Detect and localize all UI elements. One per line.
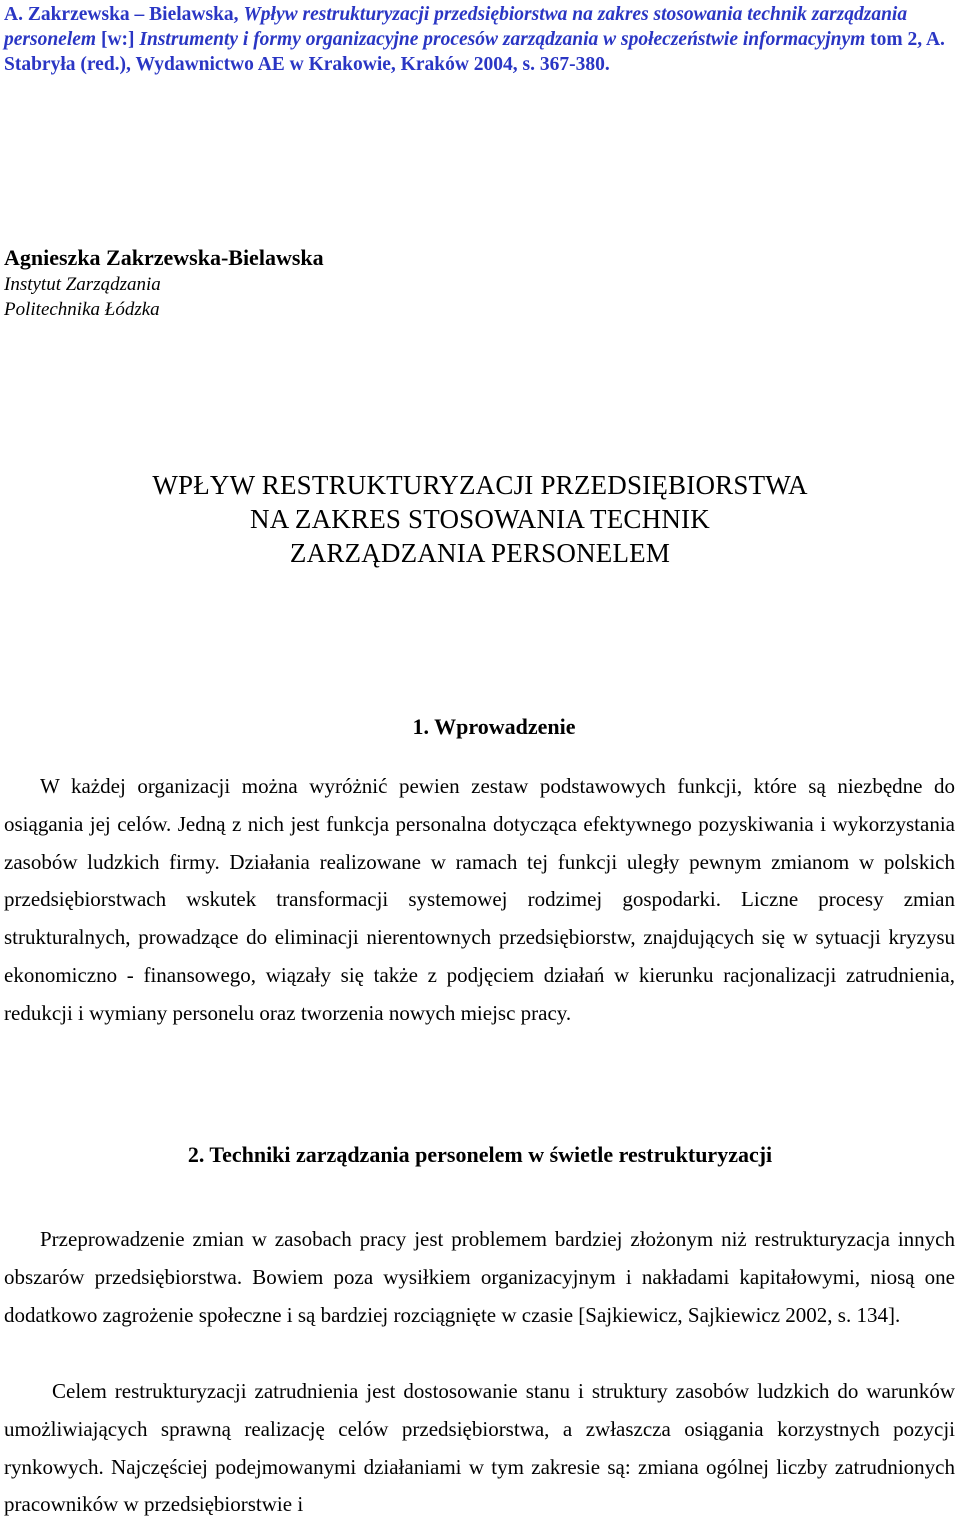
title-line-2: NA ZAKRES STOSOWANIA TECHNIK <box>250 504 710 534</box>
citation-in: [w:] <box>100 29 140 50</box>
section-1-paragraph: W każdej organizacji można wyróżnić pewien zestaw podstawowych funkcji, które są niezbędne do osiągania jej celów. Jedną z nich jest funkcja personalna dotycząca efektywnego pozyskiwania i wykorzystania zasobów ludzkich firmy. Działania realizowane w ramach tej funkcji uległy pewnym zmianom w polskich przedsiębiorstwach wskutek transformacji systemowej rodzimej gospodarki. Liczne procesy zmian strukturalnych, prowadzące do eliminacji nierentownych przedsiębiorstw, znajdujących się w sytuacji kryzysu ekonomiczno - finansowego, wiązały się także z podjęciem działań w kierunku racjonalizacji zatrudnienia, redukcji i wymiany personelu oraz tworzenia nowych miejsc pracy. <box>4 774 955 1025</box>
author-name: Agnieszka Zakrzewska-Bielawska <box>4 245 324 270</box>
section-2-paragraph-1: Przeprowadzenie zmian w zasobach pracy jest problemem bardziej złożonym niż restrukturyzacja innych obszarów przedsiębiorstwa. Bowiem poza wysiłkiem organizacyjnym i nakładami kapitałowymi, niosą one dodatkowo zagrożenie społeczne i są bardziej rozciągnięte w czasie [Sajkiewicz, Sajkiewicz 2002, s. 134]. <box>4 1227 955 1327</box>
citation-publication-details: tom 2, A. Stabryła (red.), Wydawnictwo AE w Krakowie, Kraków 2004, s. 367-380. <box>4 29 945 75</box>
citation-article-title: Wpływ restrukturyzacji przedsiębiorstwa na zakres stosowania technik zarządzania personelem <box>4 4 908 50</box>
title-line-1: WPŁYW RESTRUKTURYZACJI PRZEDSIĘBIORSTWA <box>152 470 808 500</box>
paper-title <box>0 468 960 570</box>
citation-authors: A. Zakrzewska – Bielawska, <box>4 4 244 25</box>
title-line-3: ZARZĄDZANIA PERSONELEM <box>289 538 671 568</box>
author-university: Politechnika Łódzka <box>4 299 160 320</box>
section-2-heading: 2. Techniki zarządzania personelem w świetle restrukturyzacji <box>187 1142 773 1167</box>
citation-book-title: Instrumenty i formy organizacyjne procesów zarządzania w społeczeństwie informacyjnym <box>139 29 871 50</box>
author-block <box>4 244 904 322</box>
citation-header <box>4 2 954 77</box>
author-institute: Instytut Zarządzania <box>4 274 161 295</box>
section-2-paragraph-2: Celem restrukturyzacji zatrudnienia jest dostosowanie stanu i struktury zasobów ludzkich do warunków umożliwiających sprawną realizację celów przedsiębiorstwa, a zwłaszcza osiągania korzystnych pozycji rynkowych. Najczęściej podejmowanymi działaniami w tym zakresie są: zmiana ogólnej liczby zatrudnionych pracowników w przedsiębiorstwie i <box>4 1379 955 1517</box>
section-1-heading: 1. Wprowadzenie <box>412 714 576 739</box>
